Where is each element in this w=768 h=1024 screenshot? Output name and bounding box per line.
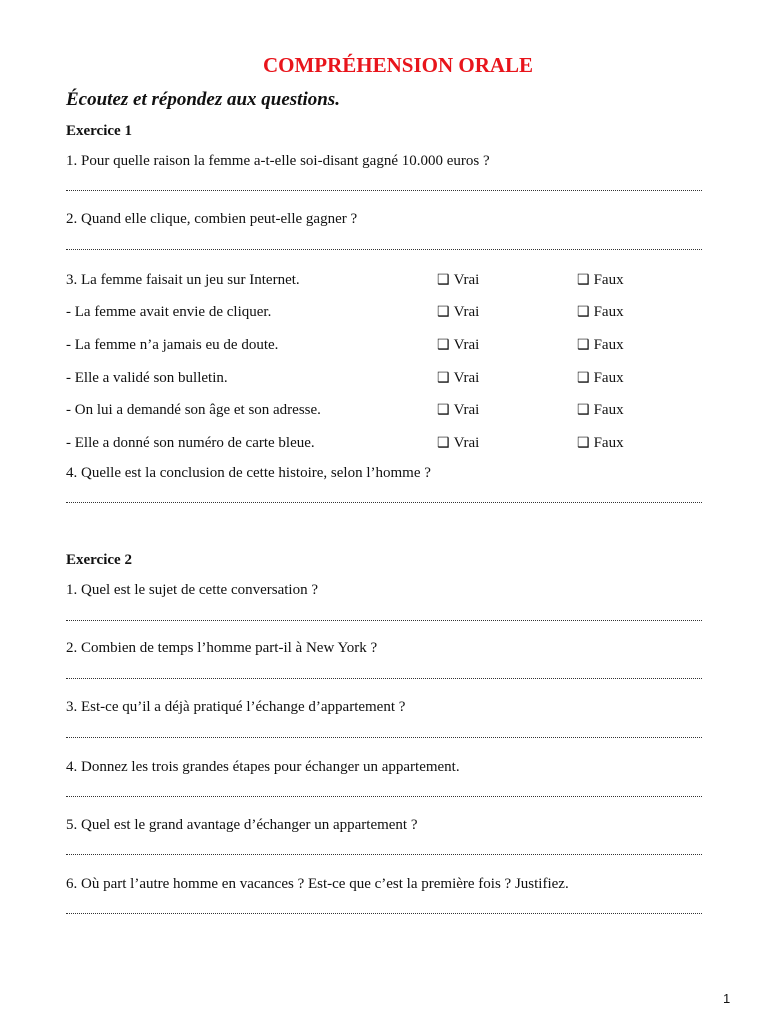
tf-statement: - Elle a donné son numéro de carte bleue. <box>66 435 315 451</box>
faux-label: Faux <box>593 435 624 451</box>
checkbox-icon[interactable]: ❑ <box>577 338 590 353</box>
ex2-answer-line-1[interactable] <box>66 620 702 621</box>
vrai-label: Vrai <box>453 370 480 386</box>
ex2-question-3: 3. Est-ce qu’il a déjà pratiqué l’échange d’appartement ? <box>66 699 406 715</box>
exercise-1-title: Exercice 1 <box>66 123 132 139</box>
ex1-answer-line-2[interactable] <box>66 249 702 250</box>
ex2-answer-line-2[interactable] <box>66 678 702 679</box>
checkbox-icon[interactable]: ❑ <box>437 273 450 288</box>
checkbox-icon[interactable]: ❑ <box>437 403 450 418</box>
checkbox-icon[interactable]: ❑ <box>437 436 450 451</box>
tf-statement: - On lui a demandé son âge et son adresse. <box>66 402 321 418</box>
vrai-option[interactable] <box>437 304 479 321</box>
ex2-question-2: 2. Combien de temps l’homme part-il à New York ? <box>66 640 378 656</box>
faux-option[interactable] <box>577 304 624 321</box>
ex1-answer-line-1[interactable] <box>66 190 702 191</box>
checkbox-icon[interactable]: ❑ <box>577 273 590 288</box>
ex1-answer-line-4[interactable] <box>66 502 702 503</box>
ex1-question-2: 2. Quand elle clique, combien peut-elle gagner ? <box>66 211 358 227</box>
checkbox-icon[interactable]: ❑ <box>437 371 450 386</box>
instructions: Écoutez et répondez aux questions. <box>66 89 340 110</box>
checkbox-icon[interactable]: ❑ <box>577 371 590 386</box>
checkbox-icon[interactable]: ❑ <box>437 338 450 353</box>
checkbox-icon[interactable]: ❑ <box>577 305 590 320</box>
ex2-answer-line-5[interactable] <box>66 854 702 855</box>
checkbox-icon[interactable]: ❑ <box>577 403 590 418</box>
ex2-answer-line-4[interactable] <box>66 796 702 797</box>
exercise-2-title: Exercice 2 <box>66 552 132 568</box>
ex1-question-4: 4. Quelle est la conclusion de cette histoire, selon l’homme ? <box>66 465 431 481</box>
ex2-question-1: 1. Quel est le sujet de cette conversation ? <box>66 582 318 598</box>
ex2-question-4: 4. Donnez les trois grandes étapes pour échanger un appartement. <box>66 759 460 775</box>
checkbox-icon[interactable]: ❑ <box>577 436 590 451</box>
vrai-label: Vrai <box>453 272 480 288</box>
vrai-option[interactable] <box>437 370 479 387</box>
page-title: COMPRÉHENSION ORALE <box>262 53 534 77</box>
tf-statement: - Elle a validé son bulletin. <box>66 370 228 386</box>
vrai-option[interactable] <box>437 272 479 289</box>
tf-statement: - La femme n’a jamais eu de doute. <box>66 337 279 353</box>
faux-label: Faux <box>593 370 624 386</box>
ex2-answer-line-6[interactable] <box>66 913 702 914</box>
vrai-label: Vrai <box>453 337 480 353</box>
faux-label: Faux <box>593 272 624 288</box>
ex2-answer-line-3[interactable] <box>66 737 702 738</box>
faux-option[interactable] <box>577 435 624 452</box>
vrai-label: Vrai <box>453 402 480 418</box>
vrai-option[interactable] <box>437 337 479 354</box>
faux-option[interactable] <box>577 337 624 354</box>
vrai-option[interactable] <box>437 402 479 419</box>
ex2-question-5: 5. Quel est le grand avantage d’échanger un appartement ? <box>66 817 418 833</box>
faux-label: Faux <box>593 402 624 418</box>
ex1-question-1: 1. Pour quelle raison la femme a-t-elle soi-disant gagné 10.000 euros ? <box>66 153 490 169</box>
faux-label: Faux <box>593 337 624 353</box>
vrai-label: Vrai <box>453 435 480 451</box>
ex2-question-6: 6. Où part l’autre homme en vacances ? Est-ce que c’est la première fois ? Justifiez. <box>66 876 569 892</box>
faux-label: Faux <box>593 304 624 320</box>
faux-option[interactable] <box>577 370 624 387</box>
page-number: 1 <box>723 991 731 1006</box>
vrai-label: Vrai <box>453 304 480 320</box>
faux-option[interactable] <box>577 402 624 419</box>
tf-statement: - La femme avait envie de cliquer. <box>66 304 272 320</box>
tf-statement: 3. La femme faisait un jeu sur Internet. <box>66 272 300 288</box>
faux-option[interactable] <box>577 272 624 289</box>
vrai-option[interactable] <box>437 435 479 452</box>
checkbox-icon[interactable]: ❑ <box>437 305 450 320</box>
